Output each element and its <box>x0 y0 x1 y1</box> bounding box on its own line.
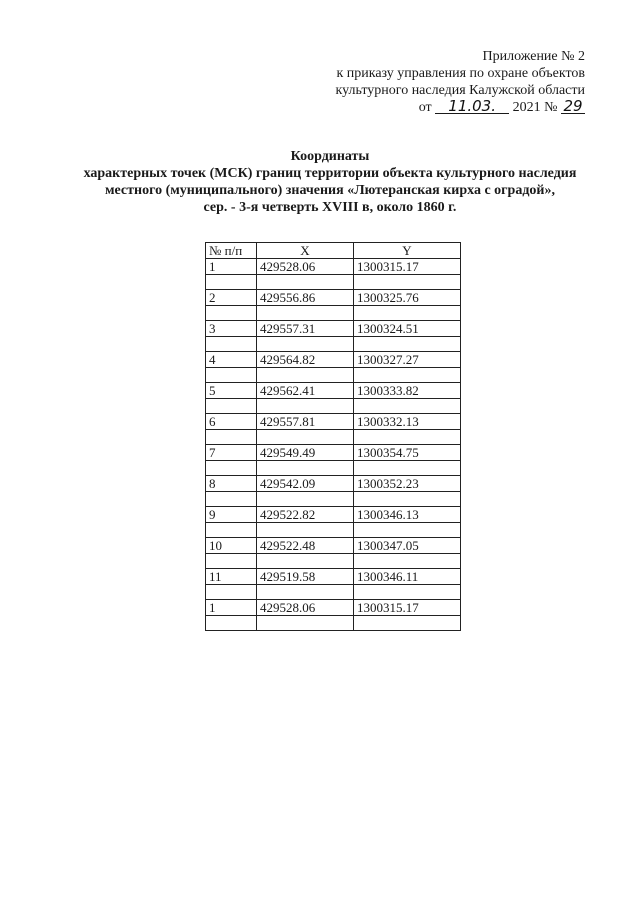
cell-x: 429557.81 <box>257 414 354 430</box>
spacer-cell <box>206 430 257 445</box>
table-spacer-row <box>206 399 461 414</box>
cell-number: 7 <box>206 445 257 461</box>
cell-number: 1 <box>206 600 257 616</box>
cell-number: 8 <box>206 476 257 492</box>
table-row <box>206 321 461 337</box>
appendix-authority-line: культурного наследия Калужской области <box>335 83 585 98</box>
number-prefix: № <box>544 100 558 115</box>
appendix-order-line: к приказу управления по охране объектов <box>336 66 585 81</box>
spacer-cell <box>257 616 354 631</box>
spacer-cell <box>257 430 354 445</box>
spacer-cell <box>354 523 461 538</box>
date-prefix: от <box>418 100 432 115</box>
spacer-cell <box>206 337 257 352</box>
cell-x: 429528.06 <box>257 600 354 616</box>
cell-y: 1300332.13 <box>354 414 461 430</box>
title-line-3: сер. - 3-я четверть XVIII в, около 1860 г. <box>203 200 457 215</box>
cell-x: 429562.41 <box>257 383 354 399</box>
spacer-cell <box>206 275 257 290</box>
table-spacer-row <box>206 275 461 290</box>
cell-y: 1300327.27 <box>354 352 461 368</box>
handwritten-number: 29 <box>561 99 585 114</box>
cell-number: 11 <box>206 569 257 585</box>
cell-y: 1300325.76 <box>354 290 461 306</box>
cell-x: 429522.82 <box>257 507 354 523</box>
spacer-cell <box>206 306 257 321</box>
table-row <box>206 290 461 306</box>
spacer-cell <box>354 399 461 414</box>
cell-number: 5 <box>206 383 257 399</box>
spacer-cell <box>257 399 354 414</box>
cell-number: 4 <box>206 352 257 368</box>
spacer-cell <box>206 616 257 631</box>
spacer-cell <box>206 523 257 538</box>
spacer-cell <box>354 368 461 383</box>
cell-number: 6 <box>206 414 257 430</box>
document-title <box>40 148 620 216</box>
appendix-block <box>255 48 585 116</box>
appendix-date-line <box>255 99 585 116</box>
year: 2021 <box>512 100 541 115</box>
table-row <box>206 507 461 523</box>
coordinates-table <box>205 242 461 631</box>
spacer-cell <box>257 492 354 507</box>
spacer-cell <box>354 585 461 600</box>
spacer-cell <box>257 337 354 352</box>
header-x: X <box>257 243 354 259</box>
cell-x: 429542.09 <box>257 476 354 492</box>
cell-y: 1300352.23 <box>354 476 461 492</box>
cell-y: 1300347.05 <box>354 538 461 554</box>
table-row <box>206 383 461 399</box>
cell-number: 3 <box>206 321 257 337</box>
spacer-cell <box>354 616 461 631</box>
table-row <box>206 600 461 616</box>
spacer-cell <box>257 461 354 476</box>
cell-y: 1300354.75 <box>354 445 461 461</box>
cell-y: 1300346.13 <box>354 507 461 523</box>
appendix-title: Приложение № 2 <box>482 49 585 64</box>
spacer-cell <box>257 523 354 538</box>
cell-x: 429528.06 <box>257 259 354 275</box>
table-row <box>206 352 461 368</box>
table-spacer-row <box>206 554 461 569</box>
table-spacer-row <box>206 430 461 445</box>
cell-x: 429519.58 <box>257 569 354 585</box>
table-row <box>206 476 461 492</box>
title-line-1: характерных точек (МСК) границ территории объекта культурного наследия <box>83 166 577 181</box>
cell-number: 1 <box>206 259 257 275</box>
spacer-cell <box>354 492 461 507</box>
header-y: Y <box>354 243 461 259</box>
title-heading: Координаты <box>290 149 370 164</box>
spacer-cell <box>354 430 461 445</box>
table-spacer-row <box>206 585 461 600</box>
table-spacer-row <box>206 523 461 538</box>
spacer-cell <box>206 585 257 600</box>
cell-x: 429564.82 <box>257 352 354 368</box>
table-spacer-row <box>206 306 461 321</box>
spacer-cell <box>257 554 354 569</box>
cell-y: 1300315.17 <box>354 259 461 275</box>
cell-number: 2 <box>206 290 257 306</box>
cell-x: 429549.49 <box>257 445 354 461</box>
table-row <box>206 445 461 461</box>
table-header-row <box>206 243 461 259</box>
spacer-cell <box>354 337 461 352</box>
table-row <box>206 259 461 275</box>
table-spacer-row <box>206 492 461 507</box>
spacer-cell <box>257 368 354 383</box>
spacer-cell <box>206 461 257 476</box>
cell-x: 429557.31 <box>257 321 354 337</box>
table-row <box>206 414 461 430</box>
table-spacer-row <box>206 616 461 631</box>
table-row <box>206 538 461 554</box>
spacer-cell <box>257 275 354 290</box>
table-body <box>206 259 461 631</box>
spacer-cell <box>354 461 461 476</box>
cell-number: 9 <box>206 507 257 523</box>
header-number: № п/п <box>206 243 257 259</box>
spacer-cell <box>354 275 461 290</box>
table-row <box>206 569 461 585</box>
table-spacer-row <box>206 337 461 352</box>
cell-number: 10 <box>206 538 257 554</box>
title-line-2: местного (муниципального) значения «Лютеранская кирха с оградой», <box>105 183 555 198</box>
cell-y: 1300333.82 <box>354 383 461 399</box>
handwritten-date: 11.03. <box>435 99 509 114</box>
cell-y: 1300324.51 <box>354 321 461 337</box>
cell-x: 429556.86 <box>257 290 354 306</box>
cell-y: 1300346.11 <box>354 569 461 585</box>
table-spacer-row <box>206 461 461 476</box>
spacer-cell <box>206 368 257 383</box>
spacer-cell <box>206 492 257 507</box>
cell-x: 429522.48 <box>257 538 354 554</box>
spacer-cell <box>206 399 257 414</box>
spacer-cell <box>257 585 354 600</box>
cell-y: 1300315.17 <box>354 600 461 616</box>
spacer-cell <box>206 554 257 569</box>
spacer-cell <box>354 306 461 321</box>
spacer-cell <box>257 306 354 321</box>
spacer-cell <box>354 554 461 569</box>
table-spacer-row <box>206 368 461 383</box>
